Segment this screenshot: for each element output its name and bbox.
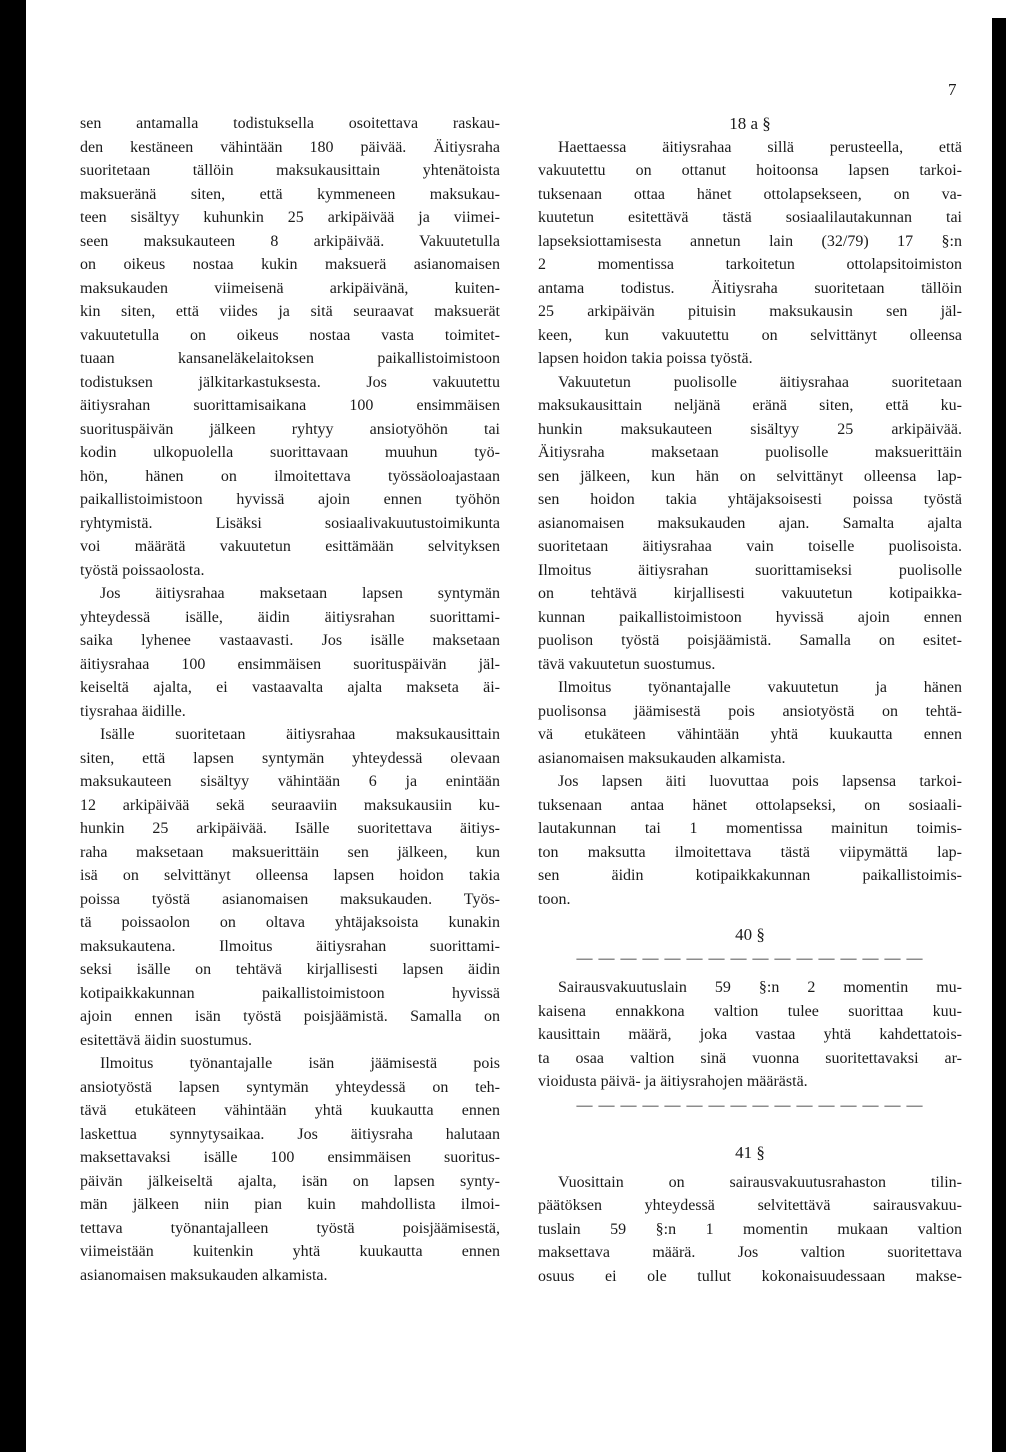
text-line: sen hoidon takia yhtäjaksoisesti poissa työstä: [538, 491, 962, 508]
paragraph: [80, 1052, 500, 1287]
text-line: ansiotyöstä lapsen syntymän yhteydessä on teh-: [80, 1078, 500, 1096]
left-column: [80, 112, 500, 1287]
text-line: sen jälkeen, kun hän on selvittänyt olleensa lap-: [538, 467, 962, 485]
text-line: maksettavaksi isälle 100 ensimmäisen suoritus-: [80, 1149, 500, 1166]
text-line: kodin ulkopuolella suorittavaan muuhun työ-: [80, 444, 500, 461]
text-line: paikallistoimistoon hyvissä ajoin ennen työhön: [80, 491, 500, 508]
text-line: työstä poissaolosta.: [80, 561, 205, 579]
text-line: vioidusta päivä- ja äitiysrahojen määrästä.: [538, 1073, 808, 1090]
paragraph: [538, 676, 962, 770]
text-line: todistuksen jälkitarkastuksesta. Jos vakuutettu: [80, 373, 500, 391]
text-line: kin siten, että viides ja sitä seuraavat maksuerät: [80, 303, 500, 320]
section-spacer: [538, 1129, 962, 1141]
text-line: sen antamalla todistuksella osoitettava raskau-: [80, 115, 500, 132]
text-line: Jos lapsen äiti luovuttaa pois lapsensa tarkoi-: [558, 773, 962, 790]
text-line: vakuutettu on ottanut hoitoonsa lapsen tarkoi-: [538, 162, 962, 179]
text-line: hunkin maksukauteen sisältyy 25 arkipäivää.: [538, 420, 962, 438]
text-line: tävä vakuutetun suostumus.: [538, 655, 716, 673]
text-line: tävä etukäteen vähintään yhtä kuukautta ennen: [80, 1102, 500, 1119]
text-line: maksukauteen sisältyy vähintään 6 ja enintään: [80, 773, 500, 790]
section-heading-41: 41 §: [735, 1143, 765, 1162]
text-line: raha maksetaan maksuerittäin sen jälkeen, kun: [80, 843, 500, 861]
text-line: tettava työnantajalleen työstä poisjäämisestä,: [80, 1219, 500, 1237]
text-line: Ilmoitus työnantajalle isän jäämisestä pois: [100, 1055, 500, 1072]
left-scan-edge: [0, 0, 26, 1452]
paragraph: [80, 112, 500, 582]
text-line: 12 arkipäivää sekä seuraaviin maksukausiin ku-: [80, 796, 500, 814]
text-line: laskettua synnytysaikaa. Jos äitiysraha halutaan: [80, 1125, 500, 1143]
section-spacer: [538, 911, 962, 923]
text-line: suorituspäivän jälkeen ryhtyy ansiotyöhön tai: [80, 420, 500, 438]
text-line: kotipaikkakunnan paikallistoimistoon hyvissä: [80, 984, 500, 1002]
text-line: Haettaessa äitiysrahaa sillä perusteella, että: [558, 138, 962, 156]
section-heading-40: 40 §: [735, 925, 765, 944]
text-line: Ilmoitus työnantajalle vakuutetun ja hänen: [558, 679, 962, 696]
text-line: maksukausittain neljänä eränä siten, että ku-: [538, 397, 962, 414]
omission-dashes: — — — — — — — — — — — — — — — —: [576, 949, 924, 967]
text-line: yhteydessä isälle, äidin äitiysrahan suorittami-: [80, 608, 500, 626]
text-line: maksettava määrä. Jos valtion suoritettava: [538, 1244, 962, 1261]
text-line: maksukauden viimeisenä arkipäivänä, kuiten-: [80, 279, 500, 297]
text-line: lautakunnan tai 1 momentissa mainitun toimis-: [538, 820, 962, 837]
text-line: lapsen hoidon takia poissa työstä.: [538, 350, 753, 367]
text-line: toon.: [538, 890, 571, 908]
text-line: hunkin 25 arkipäivää. Isälle suoritettava äitiys-: [80, 820, 500, 837]
text-line: teen sisältyy kuhunkin 25 arkipäivää ja viimei-: [80, 209, 500, 226]
text-line: 2 momentissa tarkoitetun ottolapsitoimiston: [538, 256, 962, 273]
text-line: keiseltä ajalta, ei vastaavalta ajalta makseta äi-: [80, 679, 500, 696]
text-line: sen äidin kotipaikkakunnan paikallistoimis-: [538, 867, 962, 884]
text-line: Ilmoitus äitiysrahan suorittamiseksi puolisolle: [538, 561, 962, 579]
text-line: Jos äitiysrahaa maksetaan lapsen syntymän: [100, 585, 500, 602]
right-column: [538, 112, 962, 1288]
text-line: hön, hänen on ilmoitettava työssäoloajastaan: [80, 467, 500, 485]
text-line: keen, kun vakuutettu on selvittänyt olleensa: [538, 326, 962, 344]
text-line: äitiysrahan suorittamisaikana 100 ensimmäisen: [80, 397, 500, 414]
text-line: tä poissaolon on oltava yhtäjaksoista kunakin: [80, 914, 500, 931]
text-line: kuutetun esitettävä tästä sosiaalilautakunnan tai: [538, 209, 962, 226]
text-line: antama todistus. Äitiysraha suoritetaan tällöin: [538, 279, 962, 297]
text-line: asianomaisen maksukauden alkamista.: [80, 1266, 328, 1284]
text-line: suoritetaan äitiysrahaa vain toiselle puolisoista.: [538, 538, 962, 555]
text-line: viimeistään kuitenkin yhtä kuukautta ennen: [80, 1243, 500, 1260]
text-line: maksukautena. Ilmoitus äitiysrahan suorittami-: [80, 937, 500, 955]
text-line: den kestäneen vähintään 180 päivää. Äitiysraha: [80, 138, 500, 156]
text-line: voi määrätä vakuutetun esittämään selvityksen: [80, 538, 500, 555]
text-line: esitettävä äidin suostumus.: [80, 1031, 252, 1049]
text-line: isä on selvittänyt olleensa lapsen hoidon takia: [80, 867, 500, 884]
page-number: 7: [948, 80, 957, 99]
omission-dashes: — — — — — — — — — — — — — — — —: [576, 1096, 924, 1114]
text-line: saika lyhenee vastaavasti. Jos isälle maksetaan: [80, 632, 500, 649]
paragraph: [538, 976, 962, 1094]
text-line: kaisena ennakkona valtion tulee suorittaa kuu-: [538, 1002, 962, 1020]
text-line: män jälkeen niin pian kuin mahdollista ilmoi-: [80, 1196, 500, 1213]
paragraph: [538, 1171, 962, 1289]
text-line: seksi isälle on tehtävä kirjallisesti lapsen äidin: [80, 961, 500, 978]
paragraph: [80, 723, 500, 1052]
text-line: lapseksiottamisesta annetun lain (32/79) 17 §:n: [538, 232, 962, 250]
text-line: puolison työstä poisjäämistä. Samalla on esitet-: [538, 632, 962, 649]
text-line: tiysrahaa äidille.: [80, 702, 186, 720]
text-line: tuksenaan antaa hänet ottolapseksi, on sosiaali-: [538, 796, 962, 814]
text-line: päätöksen yhteydessä selvitettävä sairausvakuu-: [538, 1197, 962, 1214]
text-line: tuksenaan ottaa hänet ottolapsekseen, on va-: [538, 185, 962, 203]
text-line: kunnan paikallistoimistoon hyvissä ajoin ennen: [538, 608, 962, 626]
text-line: siten, että lapsen syntymän yhteydessä olevaan: [80, 749, 500, 767]
text-line: on tehtävä kirjallisesti vakuutetun kotipaikka-: [538, 585, 962, 602]
right-scan-edge: [992, 18, 1006, 1452]
paragraph: [538, 371, 962, 677]
text-line: tuaan kansaneläkelaitoksen paikallistoimistoon: [80, 350, 500, 367]
paragraph: [538, 136, 962, 371]
text-line: asianomaisen maksukauden alkamista.: [538, 749, 786, 767]
text-line: vakuutetulla on oikeus nostaa vasta toimitet-: [80, 326, 500, 344]
text-line: äitiysrahaa 100 ensimmäisen suorituspäivän jäl-: [80, 655, 500, 673]
text-line: puolisonsa jäämisestä pois ansiotyöstä on tehtä-: [538, 702, 962, 720]
text-line: ryhtymistä. Lisäksi sosiaalivakuutustoimikunta: [80, 514, 500, 532]
text-line: vä etukäteen vähintään yhtä kuukautta ennen: [538, 726, 962, 743]
text-line: Sairausvakuutuslain 59 §:n 2 momentin mu-: [558, 979, 962, 996]
text-line: Isälle suoritetaan äitiysrahaa maksukausittain: [100, 726, 500, 743]
paragraph: [80, 582, 500, 723]
text-line: Vakuutetun puolisolle äitiysrahaa suoritetaan: [558, 373, 962, 391]
section-heading-18a: 18 a §: [729, 114, 771, 133]
text-line: 25 arkipäivän pituisin maksukausin sen jäl-: [538, 303, 962, 320]
paragraph: [538, 770, 962, 911]
text-line: maksueränä siten, että kymmeneen maksukau-: [80, 185, 500, 203]
text-line: päivän jälkeiseltä ajalta, isän on lapsen synty-: [80, 1172, 500, 1190]
text-line: osuus ei ole tullut kokonaisuudessaan makse-: [538, 1267, 962, 1285]
text-line: poissa työstä asianomaisen maksukauden. Työs-: [80, 890, 500, 908]
text-line: kausittain määrä, joka vastaa yhtä kahdettatois-: [538, 1026, 962, 1043]
text-line: Äitiysraha maksetaan puolisolle maksuerittäin: [538, 444, 962, 461]
text-line: seen maksukauteen 8 arkipäivää. Vakuutetulla: [80, 232, 500, 250]
text-line: Vuosittain on sairausvakuutusrahaston tilin-: [558, 1173, 962, 1191]
text-line: ajoin ennen isän työstä poisjäämistä. Samalla on: [80, 1008, 500, 1025]
section-spacer: [538, 1117, 962, 1129]
text-line: ton maksutta ilmoitettava tästä viipymättä lap-: [538, 843, 962, 861]
text-line: on oikeus nostaa kukin maksuerä asianomaisen: [80, 256, 500, 273]
text-line: tuslain 59 §:n 1 momentin mukaan valtion: [538, 1220, 962, 1238]
text-line: suoritetaan tällöin maksukausittain yhtenätoista: [80, 162, 500, 179]
text-line: ta osaa valtion sinä vuonna suoritettavaksi ar-: [538, 1049, 962, 1067]
text-line: asianomaisen maksukauden ajan. Samalta ajalta: [538, 514, 962, 532]
